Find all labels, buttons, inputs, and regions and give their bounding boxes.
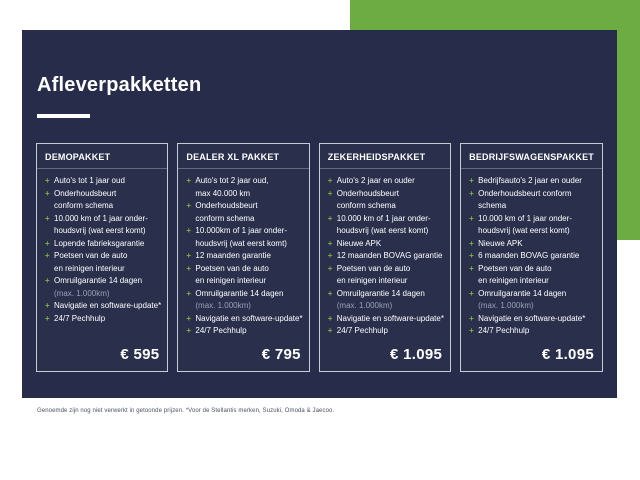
plus-bullet-icon: +: [469, 326, 474, 335]
feature-item: [186, 225, 302, 250]
feature-text: 10.000 km of 1 jaar onder- houdsvrij (wat eerst komt): [336, 213, 431, 235]
feature-text: Onderhoudsbeurt conform schema: [195, 201, 258, 223]
feature-item: [469, 175, 596, 188]
feature-text: Poetsen van de auto en reinigen interieur: [478, 263, 552, 285]
feature-text: Omruilgarantie 14 dagen (max. 1.000km): [336, 288, 425, 310]
feature-item: [328, 263, 444, 288]
packages-row: [36, 143, 603, 372]
plus-bullet-icon: +: [327, 213, 333, 223]
plus-bullet-icon: +: [327, 326, 333, 335]
package-card: [460, 143, 603, 372]
plus-bullet-icon: +: [327, 251, 333, 260]
feature-text: 24/7 Pechhulp: [478, 326, 530, 335]
plus-bullet-icon: +: [469, 176, 474, 185]
package-feature-list: [37, 169, 167, 325]
feature-text: 10.000 km of 1 jaar onder- houdsvrij (wat eerst komt): [478, 213, 572, 235]
feature-text: Onderhoudsbeurt conform schema: [54, 188, 117, 210]
feature-text: 10.000 km of 1 jaar onder- houdsvrij (wat eerst komt): [54, 213, 148, 235]
feature-item: [328, 188, 444, 213]
package-card: [319, 143, 451, 372]
feature-item: [328, 213, 444, 238]
plus-bullet-icon: +: [469, 263, 474, 273]
plus-bullet-icon: +: [186, 263, 192, 273]
feature-text: Onderhoudsbeurt conform schema: [478, 188, 572, 210]
feature-text: Navigatie en software-update*: [336, 313, 444, 323]
plus-bullet-icon: +: [186, 288, 192, 298]
feature-text: Nieuwe APK: [336, 238, 382, 248]
plus-bullet-icon: +: [186, 326, 192, 335]
feature-text: Auto's tot 2 jaar oud, max 40.000 km: [195, 176, 269, 198]
plus-bullet-icon: +: [45, 176, 50, 185]
feature-text: 24/7 Pechhulp: [336, 326, 388, 335]
feature-text: Nieuwe APK: [478, 238, 523, 248]
package-feature-list: [320, 169, 450, 338]
feature-item: [469, 313, 596, 326]
package-card: [177, 143, 309, 372]
feature-item: [469, 263, 596, 288]
plus-bullet-icon: +: [45, 188, 50, 198]
plus-bullet-icon: +: [45, 301, 50, 310]
package-title: BEDRIJFSWAGENSPAKKET: [461, 144, 602, 169]
feature-item: [469, 325, 596, 338]
plus-bullet-icon: +: [186, 226, 192, 235]
package-price: € 595: [120, 346, 160, 363]
feature-text: 6 maanden BOVAG garantie: [478, 251, 580, 260]
title-underline: [37, 114, 90, 118]
package-title: ZEKERHEIDSPAKKET: [320, 144, 450, 169]
package-price: € 795: [261, 346, 301, 363]
feature-item: [186, 313, 302, 326]
feature-item: [186, 263, 302, 288]
plus-bullet-icon: +: [469, 313, 474, 323]
feature-item: [45, 175, 161, 188]
feature-text: 12 maanden BOVAG garantie: [336, 251, 443, 260]
feature-item: [45, 250, 161, 275]
feature-item: [45, 275, 161, 300]
plus-bullet-icon: +: [186, 251, 192, 260]
feature-item: [45, 188, 161, 213]
feature-text: Navigatie en software-update*: [195, 313, 303, 323]
feature-item: [328, 325, 444, 338]
package-title: DEALER XL PAKKET: [178, 144, 308, 169]
plus-bullet-icon: +: [186, 176, 192, 185]
feature-item: [469, 213, 596, 238]
feature-text: Poetsen van de auto en reinigen interieur: [336, 263, 411, 285]
feature-item: [328, 250, 444, 263]
plus-bullet-icon: +: [45, 276, 50, 285]
feature-text: Auto's tot 1 jaar oud: [54, 176, 125, 185]
plus-bullet-icon: +: [469, 238, 474, 248]
plus-bullet-icon: +: [327, 188, 333, 198]
plus-bullet-icon: +: [186, 201, 192, 210]
feature-item: [186, 325, 302, 338]
package-feature-list: [178, 169, 308, 338]
feature-item: [328, 313, 444, 326]
feature-item: [469, 288, 596, 313]
plus-bullet-icon: +: [327, 288, 333, 298]
feature-text: Poetsen van de auto en reinigen interieur: [54, 251, 128, 273]
feature-text: Bedrijfsauto's 2 jaar en ouder: [478, 176, 582, 185]
plus-bullet-icon: +: [327, 238, 333, 248]
plus-bullet-icon: +: [327, 313, 333, 323]
feature-text: Onderhoudsbeurt conform schema: [336, 188, 400, 210]
feature-text: 24/7 Pechhulp: [54, 313, 106, 323]
feature-text: 12 maanden garantie: [195, 251, 271, 260]
feature-text: Omruilgarantie 14 dagen (max. 1.000km): [478, 288, 567, 310]
feature-item: [45, 300, 161, 313]
package-title: DEMOPAKKET: [37, 144, 167, 169]
plus-bullet-icon: +: [45, 313, 50, 323]
slide-panel: [22, 30, 617, 398]
package-price: € 1.095: [541, 346, 594, 363]
feature-item: [45, 213, 161, 238]
feature-item: [469, 188, 596, 213]
feature-text: Navigatie en software-update*: [478, 313, 586, 323]
feature-text: Lopende fabrieksgarantie: [54, 238, 145, 248]
plus-bullet-icon: +: [327, 176, 333, 185]
feature-item: [186, 175, 302, 200]
feature-item: [469, 238, 596, 251]
feature-text: Poetsen van de auto en reinigen interieur: [195, 263, 269, 285]
feature-item: [186, 288, 302, 313]
plus-bullet-icon: +: [45, 238, 50, 248]
plus-bullet-icon: +: [186, 313, 192, 323]
feature-text: 24/7 Pechhulp: [195, 326, 247, 335]
plus-bullet-icon: +: [327, 263, 333, 273]
feature-item: [45, 313, 161, 326]
plus-bullet-icon: +: [469, 288, 474, 298]
feature-item: [328, 175, 444, 188]
plus-bullet-icon: +: [469, 188, 474, 198]
feature-text: 10.000km of 1 jaar onder- houdsvrij (wat eerst komt): [195, 226, 287, 248]
feature-item: [186, 250, 302, 263]
feature-item: [186, 200, 302, 225]
feature-item: [328, 288, 444, 313]
footnote-text: Genoemde zijn nog niet verwerkt in getoonde prijzen. *Voor de Stellantis merken, Suzuki, Omoda & Jaecoo.: [37, 408, 335, 414]
feature-item: [469, 250, 596, 263]
plus-bullet-icon: +: [469, 251, 474, 260]
feature-item: [328, 238, 444, 251]
feature-item: [45, 238, 161, 251]
feature-text: Omruilgarantie 14 dagen (max. 1.000km): [54, 276, 143, 298]
plus-bullet-icon: +: [45, 251, 50, 260]
package-feature-list: [461, 169, 602, 338]
package-card: [36, 143, 168, 372]
page-title: Afleverpakketten: [37, 74, 202, 96]
plus-bullet-icon: +: [45, 213, 50, 223]
feature-text: Omruilgarantie 14 dagen (max. 1.000km): [195, 288, 284, 310]
feature-text: Auto's 2 jaar en ouder: [336, 176, 415, 185]
feature-text: Navigatie en software-update*: [54, 301, 162, 310]
plus-bullet-icon: +: [469, 213, 474, 223]
package-price: € 1.095: [389, 346, 443, 363]
